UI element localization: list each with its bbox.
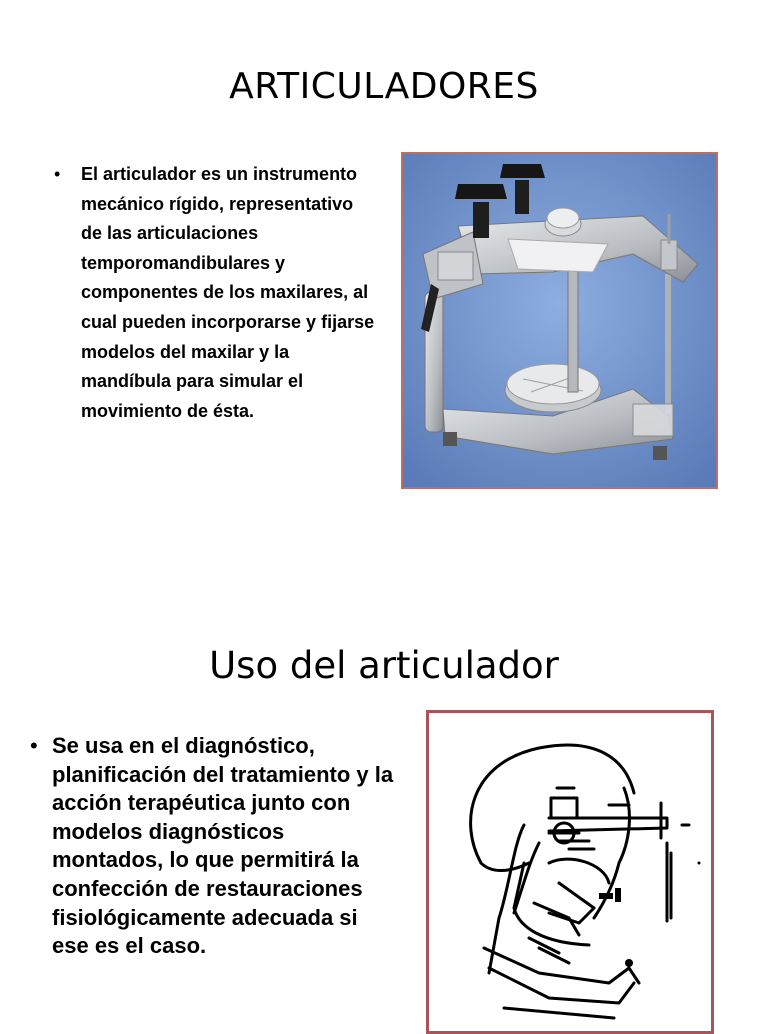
bullet-icon: •: [30, 733, 38, 758]
slide-articuladores: [0, 0, 768, 512]
bullet-item: [30, 732, 400, 961]
articulator-photo-icon: [403, 154, 716, 487]
bullet-list: [30, 732, 400, 961]
bullet-icon: •: [54, 164, 61, 184]
bullet-item: [56, 160, 376, 426]
slide-title: Uso del articulador: [209, 644, 559, 687]
slide-uso-del-articulador: [0, 512, 768, 1024]
bullet-text: El articulador es un instrumento mecánico rígido, representativo de las articulaciones temporomandibulares y componentes de los maxilares, al cual pueden incorporarse y fijarse modelos del maxilar y la mandíbula para simular el movimiento de ésta.: [81, 164, 375, 421]
slide-title: ARTICULADORES: [229, 66, 539, 107]
bullet-list: [56, 160, 376, 426]
skull-articulator-drawing-icon: [429, 713, 711, 1031]
bullet-text: Se usa en el diagnóstico, planificación del tratamiento y la acción terapéutica junto con modelos diagnósticos montados, lo que permitirá la confección de restauraciones fisiológicamente adecuada si ese es el caso.: [52, 733, 394, 959]
skull-articulator-drawing: [426, 710, 714, 1034]
articulator-photo: [401, 152, 718, 489]
